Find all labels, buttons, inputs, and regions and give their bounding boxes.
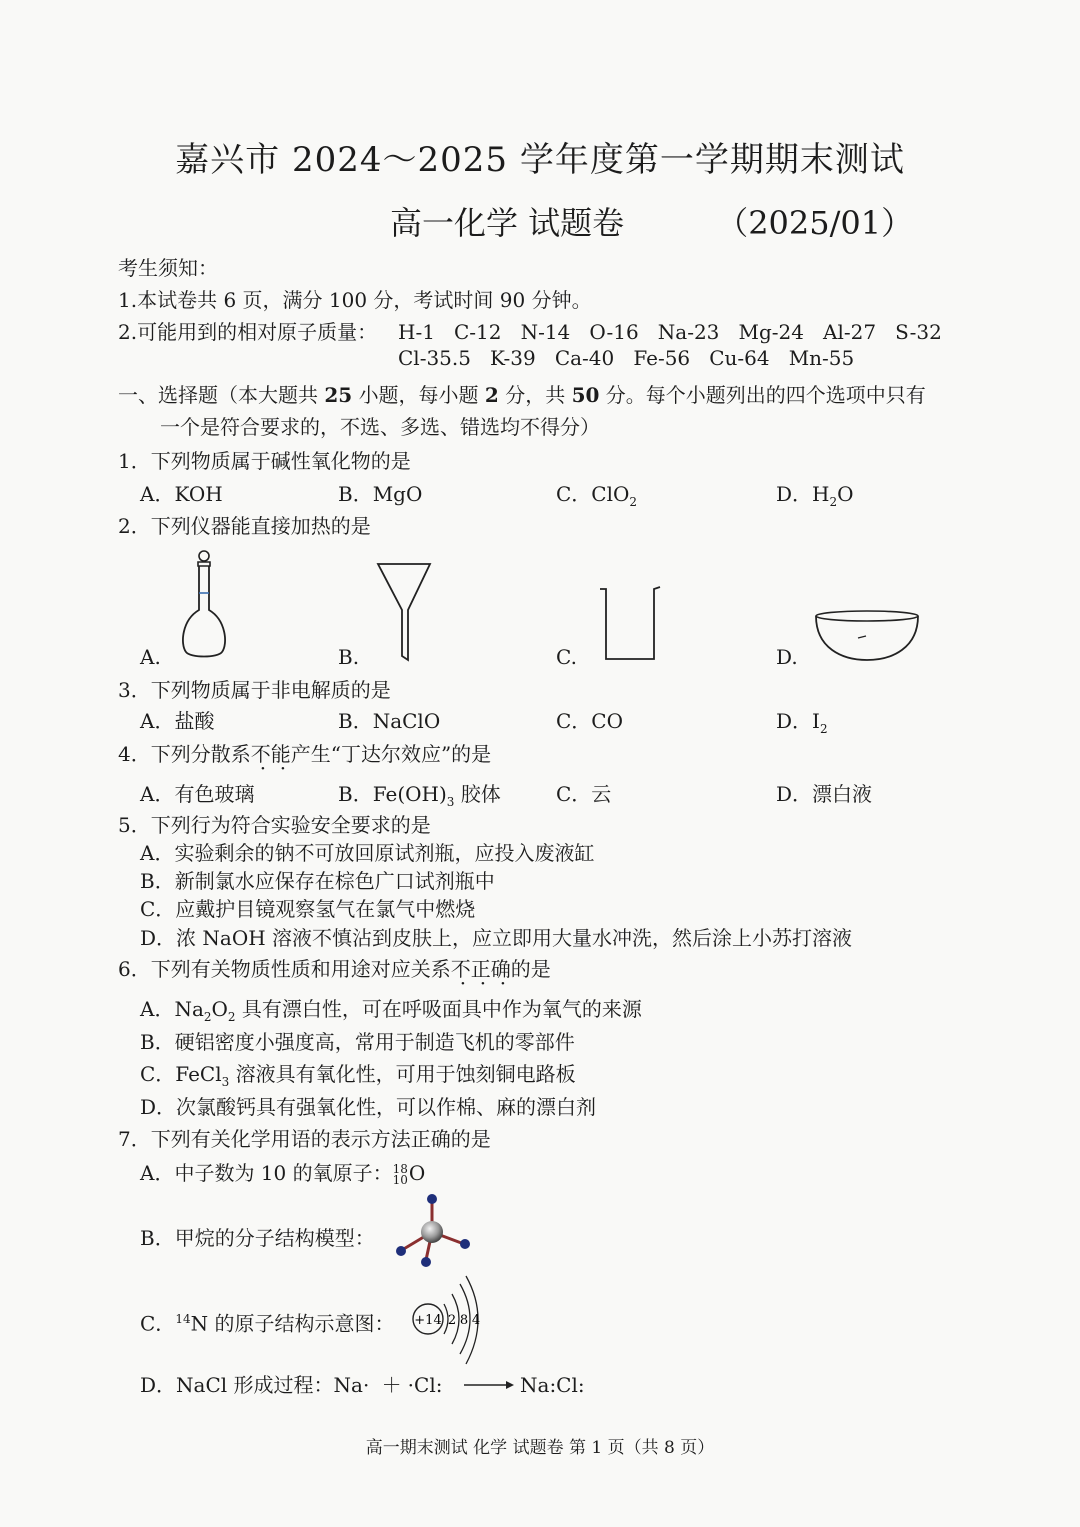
sodium-electron-dot: Na·	[333, 1373, 370, 1397]
subject-title: 高一化学 试题卷	[390, 204, 625, 242]
q2-option-d: D.	[776, 645, 798, 669]
q7-stem: 7．下列有关化学用语的表示方法正确的是	[118, 1127, 491, 1151]
notice-line-1: 1.本试卷共 6 页，满分 100 分，考试时间 90 分钟。	[118, 288, 592, 312]
q3-option-d: D．$I_2$	[776, 709, 828, 736]
chlorine-electron-dot: ·Cl:	[407, 1373, 443, 1397]
notice-line-2-label: 2.可能用到的相对原子质量：	[118, 320, 378, 344]
q5-option-d: D．浓 NaOH 溶液不慎沾到皮肤上，应立即用大量水冲洗，然后涂上小苏打溶液	[140, 926, 853, 950]
q6-option-a: A．$Na_2O_2$ 具有漂白性，可在呼吸面具中作为氧气的来源	[140, 997, 642, 1024]
atomic-masses-row-2: Cl-35.5 K-39 Ca-40 Fe-56 Cu-64 Mn-55	[398, 346, 855, 370]
q3-option-b: B．NaClO	[338, 709, 441, 733]
q2-option-c: C.	[556, 645, 577, 669]
q1-option-c: C．ClO$_2$	[556, 482, 638, 509]
q2-stem: 2．下列仪器能直接加热的是	[118, 514, 371, 538]
q4-option-a: A．有色玻璃	[140, 782, 255, 806]
q3-stem: 3．下列物质属于非电解质的是	[118, 678, 391, 702]
q4-stem: 4．下列分散系不能产生“丁达尔效应”的是	[118, 742, 492, 766]
q4-option-c: C．云	[556, 782, 612, 806]
q6-option-d: D．次氯酸钙具有强氧化性，可以作棉、麻的漂白剂	[140, 1095, 597, 1119]
q1-option-a: A．KOH	[140, 482, 223, 506]
total-points: 50	[571, 383, 600, 407]
q5-option-b: B．新制氯水应保存在棕色广口试剂瓶中	[140, 869, 495, 893]
q1-option-d: D．$H_2O$	[776, 482, 854, 509]
mass-number: 18	[392, 1161, 408, 1176]
q1-stem: 1．下列物质属于碱性氧化物的是	[118, 449, 411, 473]
volumetric-flask-icon	[176, 548, 232, 664]
q6-option-c: C．FeCl$_3$ 溶液具有氧化性，可用于蚀刻铜电路板	[140, 1062, 576, 1089]
beaker-icon	[596, 585, 666, 665]
nacl-electron-dot-product: Na:Cl:	[520, 1373, 585, 1397]
points-each: 2	[484, 383, 499, 407]
section-heading-line-2: 一个是符合要求的，不选、多选、错选均不得分）	[160, 415, 600, 439]
q1-option-b: B．MgO	[338, 482, 423, 506]
q7-option-c: C．$^{14}$N 的原子结构示意图：	[140, 1311, 395, 1336]
shell-2-electrons: 8	[459, 1313, 469, 1328]
exam-title: 嘉兴市 2024～2025 学年度第一学期期末测试	[175, 140, 905, 180]
exam-subtitle	[390, 198, 913, 244]
reaction-arrow-icon	[462, 1378, 518, 1392]
funnel-icon	[372, 560, 436, 664]
q2-option-b: B.	[338, 645, 360, 669]
atomic-number: 10	[392, 1172, 408, 1187]
q5-option-c: C．应戴护目镜观察氢气在氯气中燃烧	[140, 897, 476, 921]
q5-stem: 5．下列行为符合实验安全要求的是	[118, 813, 431, 837]
shell-1-electrons: 2	[447, 1313, 457, 1328]
q3-option-a: A．盐酸	[140, 709, 215, 733]
q7-option-b: B．甲烷的分子结构模型：	[140, 1226, 375, 1250]
q4-option-d: D．漂白液	[776, 782, 873, 806]
q5-option-a: A．实验剩余的钠不可放回原试剂瓶，应投入废液缸	[140, 841, 595, 865]
atomic-masses-row-1: H-1 C-12 N-14 O-16 Na-23 Mg-24 Al-27 S-32	[398, 320, 942, 344]
q6-stem: 6．下列有关物质性质和用途对应关系不正确的是	[118, 957, 551, 981]
q4-option-b: B．$Fe(OH)_3$ 胶体	[338, 782, 501, 809]
q7-option-a: A．中子数为 10 的氧原子：18 10O	[140, 1161, 426, 1187]
nucleus-charge: +14	[414, 1313, 442, 1328]
q6-option-b: B．硬铝密度小强度高，常用于制造飞机的零部件	[140, 1030, 575, 1054]
isotope-symbol: O	[408, 1161, 426, 1185]
evaporating-dish-icon	[812, 608, 922, 664]
q3-option-c: C．CO	[556, 709, 624, 733]
methane-ball-stick-model-icon	[392, 1192, 476, 1270]
q7-option-d: D．NaCl 形成过程：Na· ＋ ·Cl:	[140, 1373, 443, 1397]
page-footer: 高一期末测试 化学 试题卷 第 1 页（共 8 页）	[365, 1438, 715, 1458]
question-count: 25	[324, 383, 353, 407]
nitrogen-atomic-structure-diagram	[404, 1270, 494, 1370]
notice-heading: 考生须知：	[118, 256, 218, 280]
q2-option-a: A.	[140, 645, 161, 669]
section-heading: 一、选择题（本大题共 25 小题，每小题 2 分，共 50 分。每个小题列出的四个选项中只有	[118, 383, 926, 407]
shell-3-electrons: 4	[471, 1313, 481, 1328]
exam-date: （2025/01）	[716, 204, 914, 242]
